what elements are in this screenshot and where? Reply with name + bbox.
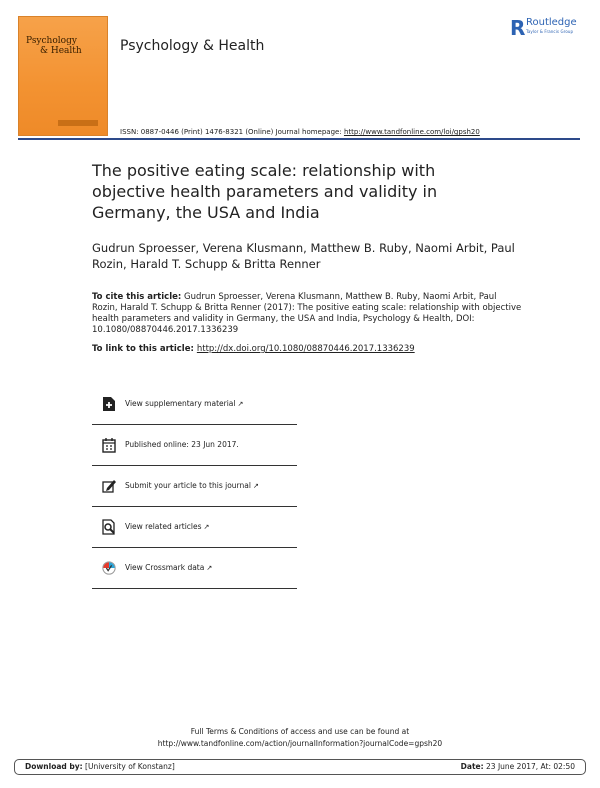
external-link-icon: ↗ (237, 400, 244, 408)
article-title: The positive eating scale: relationship with objective health parameters and validity in Germany, the USA and India (92, 161, 438, 222)
cover-title-line2: & Health (40, 46, 82, 56)
search-document-icon (102, 519, 116, 535)
crossmark-link[interactable]: View Crossmark data (125, 563, 205, 572)
edit-icon (102, 478, 116, 494)
terms-url[interactable]: http://www.tandfonline.com/action/journalInformation?journalCode=gpsh20 (157, 739, 443, 748)
citation-doi: 10.1080/08870446.2017.1336239 (92, 325, 239, 335)
related-articles-item[interactable] (92, 507, 297, 548)
supplementary-material-item[interactable] (92, 384, 297, 425)
external-link-icon: ↗ (206, 564, 213, 572)
download-date-value: 23 June 2017, At: 02:50 (483, 762, 575, 771)
routledge-r-icon: R (510, 16, 526, 40)
download-date (461, 762, 575, 771)
article-doi-link[interactable]: http://dx.doi.org/10.1080/08870446.2017.1336239 (196, 344, 415, 354)
downloaded-by (25, 762, 175, 771)
external-link-icon: ↗ (203, 523, 210, 531)
citation-text: Gudrun Sproesser, Verena Klusmann, Matthew B. Ruby, Naomi Arbit, Paul Rozin, Harald T. Schupp & Britta Renner (2017): The positive eating scale: relationship with objective health parameters and validity in Germany, the USA and India, Psychology & Health, DOI: (92, 292, 522, 324)
calendar-icon (102, 437, 116, 453)
header-divider (18, 138, 580, 140)
published-online-item (92, 425, 297, 466)
downloaded-by-value: [University of Konstanz] (82, 762, 175, 771)
crossmark-item[interactable] (92, 548, 297, 589)
issn-text: ISSN: 0887-0446 (Print) 1476-8321 (Online) Journal homepage: (120, 128, 344, 136)
article-authors: Gudrun Sproesser, Verena Klusmann, Matthew B. Ruby, Naomi Arbit, Paul Rozin, Harald T. Schupp & Britta Renner (92, 241, 515, 271)
downloaded-by-label: Download by: (25, 762, 83, 771)
citation-block (92, 292, 522, 336)
download-info-bar (14, 759, 586, 775)
routledge-logo (510, 16, 590, 42)
citation-label: To cite this article: (92, 292, 182, 302)
terms-footer (0, 726, 600, 750)
cover-title-line1: Psychology (26, 36, 77, 46)
journal-homepage-link[interactable]: http://www.tandfonline.com/loi/gpsh20 (343, 128, 480, 136)
publisher-name: Routledge (526, 17, 577, 28)
crossmark-icon (102, 560, 116, 576)
supplementary-material-link[interactable]: View supplementary material (125, 399, 236, 408)
journal-cover-image (18, 16, 108, 136)
cover-title (26, 36, 106, 56)
terms-line: Full Terms & Conditions of access and use can be found at (190, 727, 410, 736)
link-label: To link to this article: (92, 344, 197, 354)
plus-document-icon (102, 396, 116, 412)
related-articles-link[interactable]: View related articles (125, 522, 202, 531)
external-link-icon: ↗ (252, 482, 259, 490)
cover-publisher-mark (58, 120, 98, 126)
item-divider (92, 588, 297, 589)
journal-title: Psychology & Health (120, 38, 265, 54)
issn-line (120, 128, 480, 136)
publisher-tagline: Taylor & Francis Group (526, 29, 574, 34)
article-link-line (92, 344, 415, 354)
download-date-label: Date: (460, 762, 484, 771)
submit-article-item[interactable] (92, 466, 297, 507)
published-online-text: Published online: 23 Jun 2017. (125, 440, 239, 449)
submit-article-link[interactable]: Submit your article to this journal (125, 481, 251, 490)
